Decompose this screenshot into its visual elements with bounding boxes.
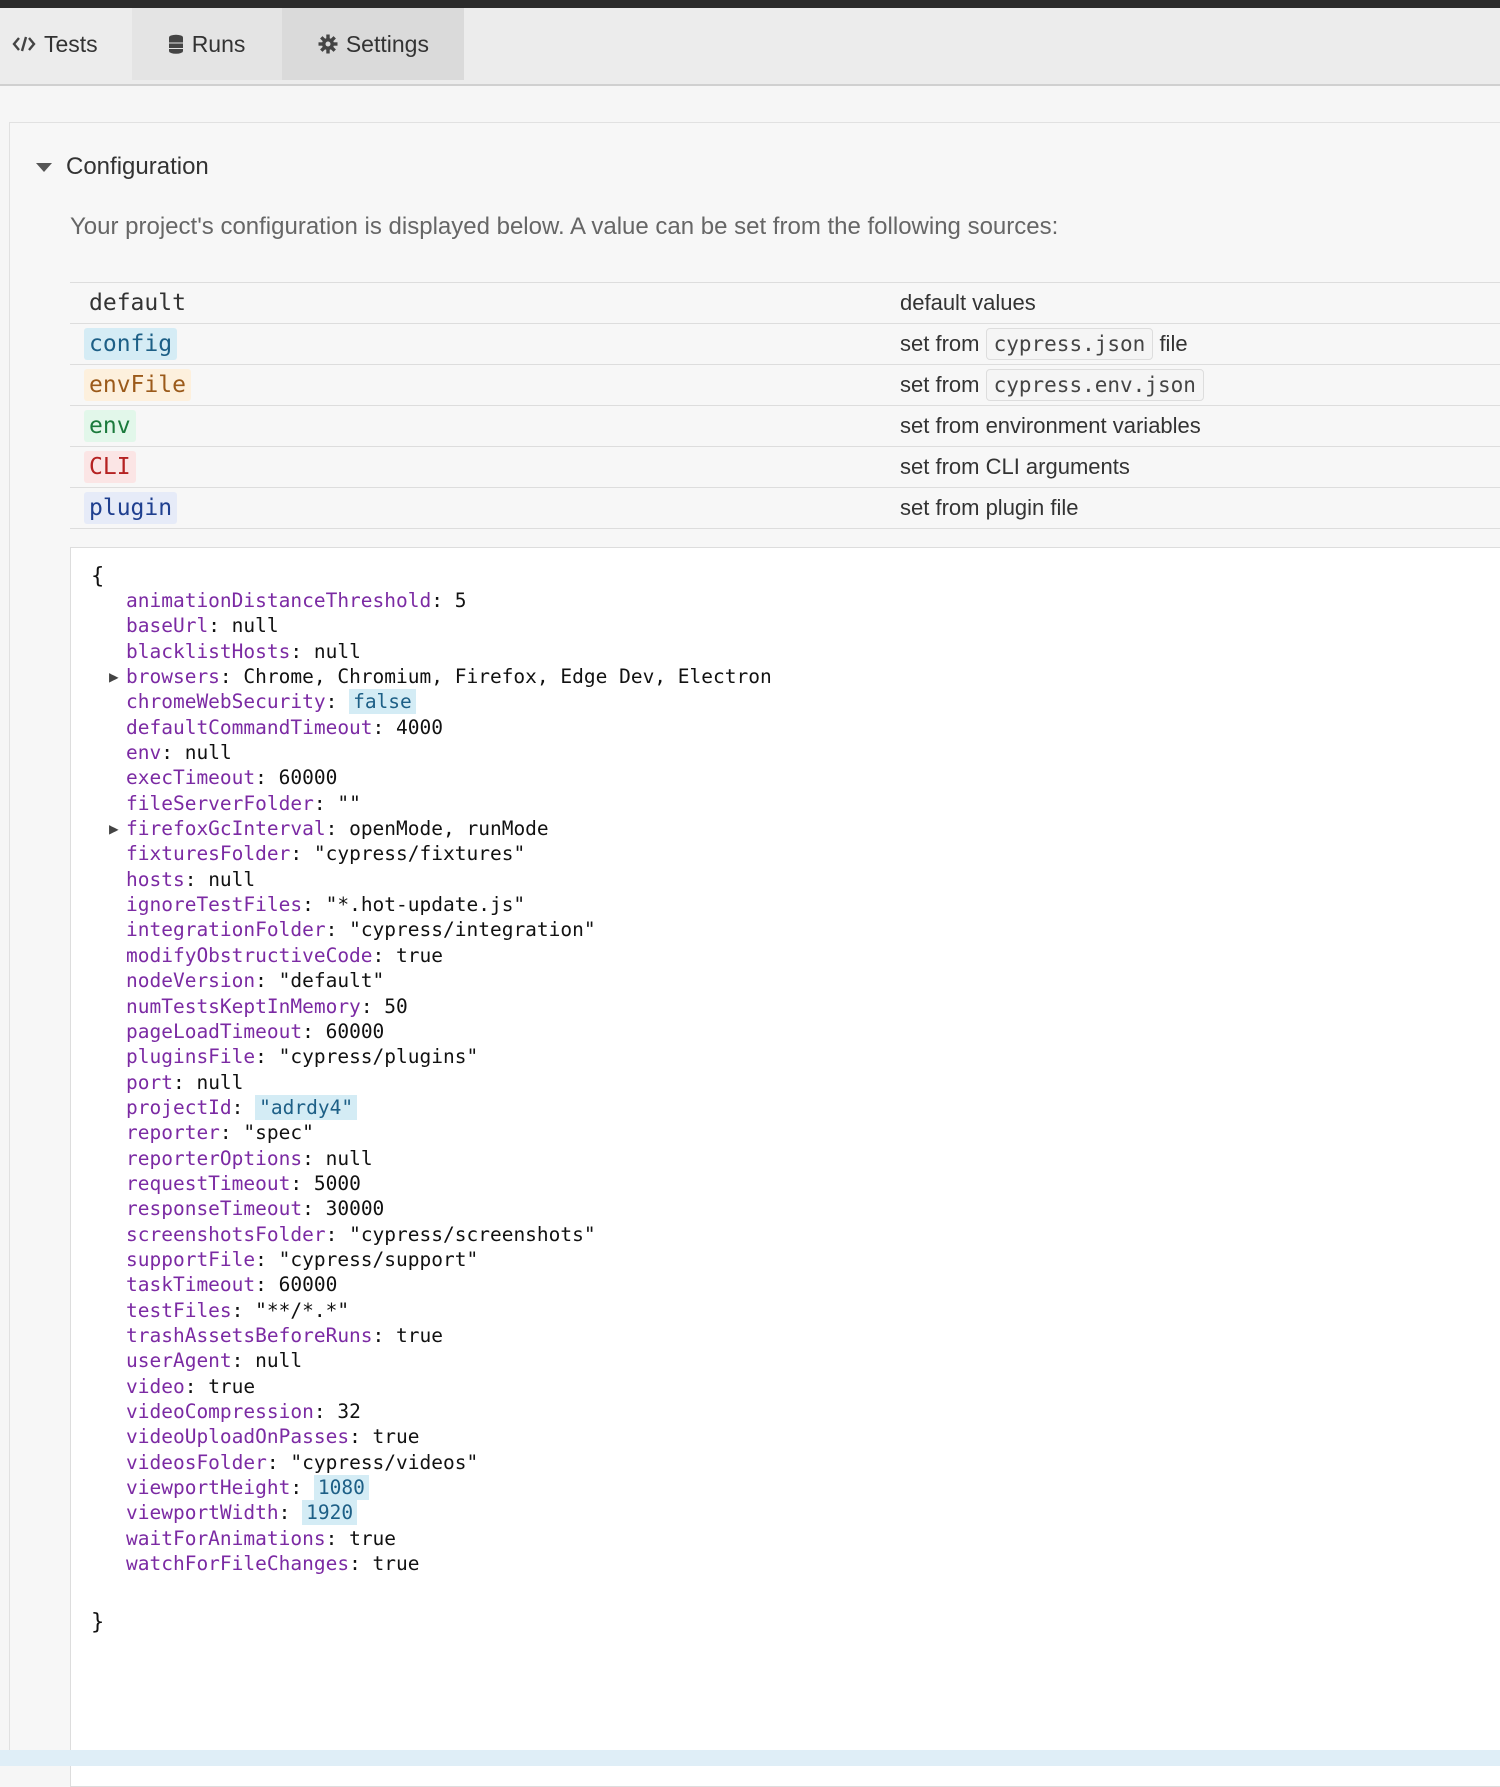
- config-value: 60000: [278, 766, 338, 790]
- config-value: true: [349, 1526, 397, 1550]
- config-entry-supportFile: supportFile: "cypress/support": [126, 1247, 479, 1271]
- config-key: animationDistanceThreshold: [126, 589, 432, 612]
- config-entry-projectId: projectId: "adrdy4": [71, 1095, 772, 1120]
- config-key: chromeWebSecurity: [126, 690, 326, 714]
- source-key-env: env: [84, 410, 136, 442]
- config-entry-numTestsKeptInMemory: numTestsKeptInMemory: 50: [126, 994, 408, 1018]
- config-value: 60000: [278, 1273, 338, 1297]
- config-value: false: [349, 689, 416, 714]
- config-value: "cypress/videos": [290, 1450, 479, 1474]
- tab-tests[interactable]: [0, 8, 132, 80]
- config-key: requestTimeout: [126, 1171, 291, 1195]
- config-entry-reporter: reporter: "spec": [126, 1121, 314, 1145]
- config-entry-integrationFolder: integrationFolder: "cypress/integration": [126, 918, 596, 942]
- config-key: videosFolder: [126, 1450, 267, 1474]
- tab-runs-label: Runs: [191, 30, 246, 57]
- config-key: integrationFolder: [126, 918, 326, 942]
- config-key: hosts: [126, 867, 185, 891]
- config-key: responseTimeout: [126, 1197, 303, 1221]
- source-desc: set from CLI arguments: [900, 454, 1130, 479]
- config-key: pluginsFile: [126, 1045, 256, 1069]
- config-key: fileServerFolder: [126, 791, 314, 815]
- top-nav: [0, 8, 1500, 86]
- source-key-envfile: envFile: [84, 369, 191, 401]
- table-row: [70, 447, 1500, 488]
- table-row: [70, 488, 1500, 529]
- config-entry-videosFolder: videosFolder: "cypress/videos": [126, 1450, 479, 1474]
- window-top-bar: [0, 0, 1500, 8]
- config-entry-viewportWidth: viewportWidth: 1920: [71, 1500, 772, 1525]
- config-value: "cypress/screenshots": [349, 1222, 596, 1246]
- config-value: true: [396, 1323, 443, 1347]
- config-key: modifyObstructiveCode: [126, 943, 373, 967]
- config-value: "": [337, 791, 361, 815]
- section-description: Your project's configuration is displayed below. A value can be set from the following sources:: [70, 213, 1059, 240]
- table-row: [70, 283, 1500, 324]
- config-key: browsers: [126, 665, 220, 689]
- config-entry-videoCompression: videoCompression: 32: [126, 1400, 361, 1423]
- source-desc: default values: [900, 290, 1036, 315]
- tab-settings[interactable]: [282, 8, 464, 80]
- config-entry-defaultCommandTimeout: defaultCommandTimeout: 4000: [126, 715, 443, 739]
- config-value: true: [396, 943, 443, 967]
- json-close-brace: }: [91, 1610, 105, 1635]
- config-key: supportFile: [126, 1247, 256, 1271]
- config-entry-firefoxGcInterval[interactable]: ▶ firefoxGcInterval: openMode, runMode: [109, 817, 549, 841]
- source-key-cli: CLI: [84, 451, 136, 483]
- config-entry-reporterOptions: reporterOptions: null: [126, 1146, 373, 1170]
- config-entry-ignoreTestFiles: ignoreTestFiles: "*.hot-update.js": [126, 893, 526, 917]
- table-row: [70, 406, 1500, 447]
- config-entry-testFiles: testFiles: "**/*.*": [126, 1298, 350, 1322]
- config-value: 5: [454, 589, 467, 612]
- source-desc: set from environment variables: [900, 413, 1201, 438]
- code-icon: [12, 35, 36, 53]
- config-key: video: [126, 1374, 185, 1398]
- config-value: 60000: [325, 1019, 385, 1043]
- config-value: 32: [337, 1400, 361, 1423]
- config-entry-viewportHeight: viewportHeight: 1080: [71, 1475, 772, 1500]
- config-sources-table: [70, 282, 1500, 529]
- config-value: null: [196, 1070, 244, 1094]
- config-key: baseUrl: [126, 614, 209, 638]
- config-value: "cypress/plugins": [278, 1045, 479, 1069]
- config-key: userAgent: [126, 1349, 232, 1373]
- config-value: null: [231, 614, 279, 638]
- config-value: true: [208, 1374, 256, 1398]
- expand-arrow-icon[interactable]: ▶: [109, 667, 119, 687]
- config-key: port: [126, 1070, 173, 1094]
- config-entry-responseTimeout: responseTimeout: 30000: [126, 1197, 385, 1221]
- config-key: screenshotsFolder: [126, 1222, 326, 1246]
- config-entry-taskTimeout: taskTimeout: 60000: [126, 1273, 338, 1297]
- tab-settings-label: Settings: [345, 30, 429, 57]
- config-value: 1080: [314, 1475, 369, 1500]
- config-key: videoUploadOnPasses: [126, 1425, 350, 1449]
- config-value: "cypress/integration": [349, 918, 596, 942]
- config-key: waitForAnimations: [126, 1526, 326, 1550]
- env-file-name: cypress.env.json: [986, 369, 1204, 401]
- config-entry-pageLoadTimeout: pageLoadTimeout: 60000: [126, 1019, 385, 1043]
- config-entry-trashAssetsBeforeRuns: trashAssetsBeforeRuns: true: [126, 1323, 443, 1347]
- config-entry-screenshotsFolder: screenshotsFolder: "cypress/screenshots": [126, 1222, 596, 1246]
- config-value: null: [313, 639, 361, 663]
- config-key: watchForFileChanges: [126, 1552, 350, 1576]
- config-key: ignoreTestFiles: [126, 893, 303, 917]
- source-key-default: default: [89, 290, 186, 316]
- config-value: 30000: [325, 1197, 385, 1221]
- config-key: reporterOptions: [126, 1146, 303, 1170]
- table-row: [70, 324, 1500, 365]
- config-value: true: [372, 1552, 420, 1576]
- config-entry-modifyObstructiveCode: modifyObstructiveCode: true: [126, 943, 443, 967]
- config-file-name: cypress.json: [986, 328, 1154, 360]
- config-entry-env: env: null: [126, 741, 232, 765]
- tab-runs[interactable]: [132, 8, 283, 80]
- config-key: fixturesFolder: [126, 842, 291, 866]
- json-open-brace: {: [91, 564, 105, 589]
- config-value: "spec": [243, 1121, 314, 1145]
- config-value: true: [372, 1425, 420, 1449]
- config-key: taskTimeout: [126, 1273, 256, 1297]
- config-key: defaultCommandTimeout: [126, 715, 373, 739]
- resolved-config-json: [70, 547, 1500, 1787]
- config-value: Chrome, Chromium, Firefox, Edge Dev, Electron: [243, 665, 772, 689]
- config-key: viewportWidth: [126, 1501, 279, 1525]
- config-entry-baseUrl: baseUrl: null: [126, 614, 279, 638]
- config-entries: [71, 588, 772, 1576]
- config-entry-pluginsFile: pluginsFile: "cypress/plugins": [126, 1045, 479, 1069]
- config-entry-animationDistanceThreshold: animationDistanceThreshold: 5: [126, 589, 467, 612]
- config-entry-fileServerFolder: fileServerFolder: "": [126, 791, 361, 815]
- gear-icon: [318, 34, 338, 54]
- config-entry-requestTimeout: requestTimeout: 5000: [126, 1171, 361, 1195]
- source-desc: set from plugin file: [900, 495, 1079, 520]
- config-value: "default": [278, 969, 385, 993]
- config-value: null: [325, 1146, 373, 1170]
- config-value: null: [208, 867, 256, 891]
- config-entry-video: video: true: [126, 1374, 256, 1398]
- config-value: "cypress/support": [278, 1247, 479, 1271]
- config-key: viewportHeight: [126, 1476, 291, 1500]
- config-key: firefoxGcInterval: [126, 817, 326, 841]
- config-key: blacklistHosts: [126, 639, 291, 663]
- config-entry-waitForAnimations: waitForAnimations: true: [126, 1526, 397, 1550]
- source-desc-suffix: file: [1159, 331, 1188, 356]
- section-title: Configuration: [66, 153, 209, 180]
- config-value: 5000: [313, 1171, 361, 1195]
- config-value: 1920: [302, 1500, 357, 1525]
- config-key: pageLoadTimeout: [126, 1019, 303, 1043]
- config-value: null: [255, 1349, 303, 1373]
- config-value: "**/*.*": [255, 1298, 350, 1322]
- config-key: reporter: [126, 1121, 220, 1145]
- source-desc-prefix: set from: [900, 331, 980, 356]
- table-row: [70, 365, 1500, 406]
- expand-arrow-icon[interactable]: ▶: [109, 819, 119, 839]
- config-entry-port: port: null: [126, 1070, 244, 1094]
- database-icon: [168, 34, 184, 54]
- config-entry-blacklistHosts: blacklistHosts: null: [126, 639, 361, 663]
- config-key: nodeVersion: [126, 969, 256, 993]
- source-desc-prefix: set from: [900, 372, 980, 397]
- source-key-config: config: [84, 328, 177, 360]
- config-value: openMode, runMode: [349, 817, 549, 841]
- config-value: "cypress/fixtures": [313, 842, 526, 866]
- config-value: null: [184, 741, 232, 765]
- configuration-toggle[interactable]: [36, 153, 209, 181]
- source-key-plugin: plugin: [84, 492, 177, 524]
- config-key: numTestsKeptInMemory: [126, 994, 361, 1018]
- config-value: 50: [384, 994, 408, 1018]
- config-entry-execTimeout: execTimeout: 60000: [126, 766, 338, 790]
- config-value: "adrdy4": [255, 1095, 357, 1120]
- config-key: env: [126, 741, 162, 765]
- config-entry-userAgent: userAgent: null: [126, 1349, 303, 1373]
- config-key: execTimeout: [126, 766, 256, 790]
- config-entry-watchForFileChanges: watchForFileChanges: true: [126, 1552, 420, 1576]
- config-key: trashAssetsBeforeRuns: [126, 1323, 373, 1347]
- config-entry-fixturesFolder: fixturesFolder: "cypress/fixtures": [126, 842, 526, 866]
- tab-tests-label: Tests: [44, 30, 98, 57]
- config-entry-browsers[interactable]: ▶ browsers: Chrome, Chromium, Firefox, Edge Dev, Electron: [109, 665, 772, 689]
- caret-down-icon: [36, 163, 52, 172]
- config-entry-chromeWebSecurity: chromeWebSecurity: false: [71, 689, 772, 714]
- config-key: videoCompression: [126, 1400, 314, 1423]
- bottom-status-strip: [0, 1750, 1500, 1766]
- config-key: projectId: [126, 1095, 232, 1119]
- config-entry-nodeVersion: nodeVersion: "default": [126, 969, 385, 993]
- config-value: "*.hot-update.js": [325, 893, 526, 917]
- config-value: 4000: [396, 715, 443, 739]
- config-entry-hosts: hosts: null: [126, 867, 256, 891]
- settings-panel: [9, 122, 1500, 1766]
- config-entry-videoUploadOnPasses: videoUploadOnPasses: true: [126, 1425, 420, 1449]
- config-key: testFiles: [126, 1298, 232, 1322]
